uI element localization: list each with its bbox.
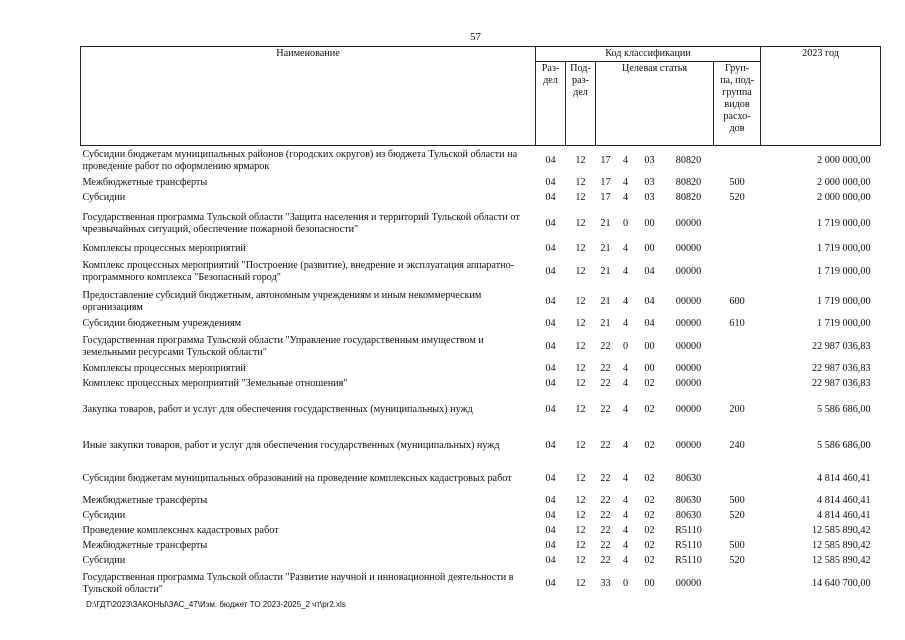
row-amount: 5 586 686,00	[817, 403, 871, 415]
row-target-direction: 80820	[675, 177, 702, 188]
table-body	[81, 146, 881, 599]
row-amount: 2 000 000,00	[761, 146, 881, 176]
row-target-type: 4	[622, 540, 629, 551]
row-target-subprogram: 02	[644, 495, 655, 506]
row-target-subprogram: 02	[644, 525, 655, 536]
row-name: Государственная программа Тульской области "Развитие научной и инновационной деятельности в Тульской области"	[82, 571, 514, 595]
column-header-vr: Груп- па, под- группа видов расхо- дов	[714, 62, 761, 146]
row-name: Комплекс процессных мероприятий "Построение (развитие), внедрение и эксплуатация аппаратно-программного комплекса "Безопасный город"	[82, 259, 515, 283]
row-podrazdel: 12	[575, 295, 586, 307]
row-target-subprogram: 03	[636, 146, 664, 176]
row-target-program: 21	[600, 265, 611, 277]
row-name: Закупка товаров, работ и услуг для обеспечения государственных (муниципальных) нужд	[82, 403, 473, 415]
row-amount: 4 814 460,41	[817, 510, 871, 521]
row-podrazdel: 12	[575, 472, 586, 484]
row-expense-type	[714, 464, 761, 494]
row-target-program: 22	[600, 510, 611, 521]
column-header-podrazdel: Под- раз- дел	[566, 62, 596, 146]
table-row	[81, 377, 881, 392]
row-target-type: 0	[622, 577, 629, 589]
row-target-type: 4	[622, 495, 629, 506]
row-target-type: 4	[622, 192, 629, 203]
row-amount: 12 585 890,42	[811, 555, 871, 566]
row-target-direction: 80630	[675, 495, 702, 506]
row-razdel: 04	[545, 540, 556, 551]
row-name: Комплексы процессных мероприятий	[82, 243, 246, 254]
file-path-footer: D:\ГДТ\2023\ЗАКОНЫ\ЗАС_47\Изм. бюджет ТО 2023-2025_2 чт\pr2.xls	[86, 600, 346, 609]
row-target-program: 21	[600, 217, 611, 229]
row-target-program: 22	[600, 495, 611, 506]
row-amount: 1 719 000,00	[817, 217, 871, 229]
row-expense-type	[714, 569, 761, 599]
row-target-subprogram: 04	[644, 295, 655, 307]
row-razdel: 04	[545, 177, 556, 188]
row-name: Государственная программа Тульской области "Защита населения и территорий Тульской области от чрезвычайных ситуаций, обеспечение пожарной безопасности"	[82, 211, 520, 235]
row-expense-type: 600	[729, 295, 745, 307]
row-target-type: 4	[622, 363, 629, 374]
row-name: Субсидии	[82, 555, 126, 566]
row-target-direction: 00000	[675, 439, 702, 451]
row-amount: 1 719 000,00	[817, 295, 871, 307]
row-name: Комплексы процессных мероприятий	[82, 363, 246, 374]
table-row	[81, 332, 881, 362]
row-target-program: 22	[600, 555, 611, 566]
row-target-program: 21	[600, 243, 611, 254]
row-target-program: 22	[600, 472, 611, 484]
table-row	[81, 191, 881, 206]
row-razdel: 04	[545, 378, 556, 389]
row-target-subprogram: 03	[644, 192, 655, 203]
row-target-direction: 80630	[675, 472, 702, 484]
row-razdel: 04	[545, 265, 556, 277]
row-target-type: 4	[622, 555, 629, 566]
row-podrazdel: 12	[575, 177, 586, 188]
row-podrazdel: 12	[575, 192, 586, 203]
row-expense-type	[714, 377, 761, 392]
table-row	[81, 362, 881, 377]
row-target-program: 22	[600, 363, 611, 374]
column-header-target: Целевая статья	[596, 62, 714, 146]
row-expense-type: 200	[729, 403, 745, 415]
row-expense-type	[714, 206, 761, 242]
row-amount: 2 000 000,00	[817, 192, 871, 203]
row-name: Субсидии бюджетам муниципальных образований на проведение комплексных кадастровых работ	[82, 472, 512, 484]
row-target-direction: 00000	[675, 217, 702, 229]
row-target-program: 33	[600, 577, 611, 589]
row-razdel: 04	[545, 318, 556, 329]
row-target-subprogram: 00	[644, 217, 655, 229]
row-amount: 4 814 460,41	[817, 472, 871, 484]
row-target-subprogram: 02	[644, 540, 655, 551]
row-target-direction: 80820	[664, 146, 714, 176]
row-target-direction: R5110	[675, 555, 702, 566]
row-expense-type	[714, 332, 761, 362]
row-target-type: 4	[622, 472, 629, 484]
row-name: Субсидии	[82, 192, 126, 203]
row-podrazdel: 12	[575, 318, 586, 329]
row-expense-type: 610	[729, 318, 745, 329]
row-target-program: 22	[600, 540, 611, 551]
row-amount: 22 987 036,83	[811, 340, 871, 352]
row-target-subprogram: 02	[644, 472, 655, 484]
row-expense-type	[714, 257, 761, 287]
table-row	[81, 494, 881, 509]
row-razdel: 04	[545, 363, 556, 374]
row-podrazdel: 12	[575, 555, 586, 566]
row-target-direction: R5110	[675, 525, 702, 536]
table-row	[81, 257, 881, 287]
row-expense-type: 520	[729, 192, 745, 203]
table-header	[81, 47, 881, 146]
row-expense-type: 500	[729, 540, 745, 551]
row-target-direction: 00000	[675, 340, 702, 352]
row-target-type: 4	[622, 295, 629, 307]
row-amount: 12 585 890,42	[811, 525, 871, 536]
row-target-subprogram: 02	[644, 378, 655, 389]
row-target-subprogram: 00	[644, 577, 655, 589]
row-amount: 22 987 036,83	[811, 378, 871, 389]
row-amount: 5 586 686,00	[817, 439, 871, 451]
row-target-program: 21	[600, 318, 611, 329]
row-amount: 1 719 000,00	[817, 318, 871, 329]
table-row	[81, 206, 881, 242]
row-target-type: 4	[622, 265, 629, 277]
row-target-type: 4	[622, 318, 629, 329]
row-target-program: 22	[600, 403, 611, 415]
row-name: Субсидии	[82, 510, 126, 521]
table-row	[81, 176, 881, 191]
row-target-direction: 80820	[675, 192, 702, 203]
row-target-type: 4	[622, 403, 629, 415]
row-target-type: 4	[616, 146, 636, 176]
row-amount: 4 814 460,41	[817, 495, 871, 506]
row-target-type: 4	[622, 439, 629, 451]
row-amount: 1 719 000,00	[817, 243, 871, 254]
row-target-direction: R5110	[675, 540, 702, 551]
row-target-subprogram: 02	[644, 403, 655, 415]
row-razdel: 04	[545, 472, 556, 484]
row-target-subprogram: 02	[644, 510, 655, 521]
row-target-type: 4	[622, 510, 629, 521]
table-row	[81, 392, 881, 428]
row-name: Межбюджетные трансферты	[82, 495, 208, 506]
row-name: Государственная программа Тульской области "Управление государственным имуществом и земельными ресурсами Тульской области"	[82, 334, 484, 358]
row-target-type: 0	[622, 217, 629, 229]
row-razdel: 04	[536, 146, 566, 176]
row-name: Субсидии бюджетам муниципальных районов (городских округов) из бюджета Тульской области на проведение работ по оформлению ярмарок	[81, 146, 536, 176]
table-row	[81, 464, 881, 494]
row-podrazdel: 12	[575, 378, 586, 389]
row-podrazdel: 12	[575, 495, 586, 506]
table-row	[81, 524, 881, 539]
row-target-program: 22	[600, 378, 611, 389]
row-razdel: 04	[545, 217, 556, 229]
row-amount: 14 640 700,00	[811, 577, 871, 589]
row-target-direction: 00000	[675, 577, 702, 589]
row-target-type: 4	[622, 525, 629, 536]
table-row	[81, 242, 881, 257]
row-podrazdel: 12	[575, 510, 586, 521]
table-row	[81, 428, 881, 464]
row-target-program: 17	[600, 192, 611, 203]
row-target-direction: 00000	[675, 403, 702, 415]
row-expense-type: 520	[729, 510, 745, 521]
table-row	[81, 146, 881, 176]
row-target-subprogram: 00	[644, 243, 655, 254]
row-amount: 1 719 000,00	[817, 265, 871, 277]
row-razdel: 04	[545, 439, 556, 451]
row-expense-type: 500	[729, 177, 745, 188]
row-amount: 22 987 036,83	[811, 363, 871, 374]
row-expense-type	[714, 242, 761, 257]
column-header-code: Код классификации	[536, 47, 761, 62]
row-podrazdel: 12	[575, 577, 586, 589]
column-header-year: 2023 год	[761, 47, 881, 146]
row-name: Субсидии бюджетным учреждениям	[82, 318, 242, 329]
row-podrazdel: 12	[575, 340, 586, 352]
row-amount: 12 585 890,42	[811, 540, 871, 551]
row-target-direction: 00000	[675, 295, 702, 307]
column-header-name: Наименование	[81, 47, 536, 146]
table-row	[81, 287, 881, 317]
row-amount: 2 000 000,00	[817, 177, 871, 188]
row-target-type: 0	[622, 340, 629, 352]
table-row	[81, 509, 881, 524]
row-target-subprogram: 04	[644, 265, 655, 277]
table-row	[81, 539, 881, 554]
row-razdel: 04	[545, 403, 556, 415]
budget-table	[80, 46, 881, 599]
row-target-subprogram: 02	[644, 439, 655, 451]
row-podrazdel: 12	[575, 265, 586, 277]
row-target-program: 17	[600, 177, 611, 188]
row-razdel: 04	[545, 295, 556, 307]
row-name: Предоставление субсидий бюджетным, автономным учреждениям и иным некоммерческим организациям	[82, 289, 482, 313]
table-row	[81, 569, 881, 599]
row-razdel: 04	[545, 577, 556, 589]
row-target-direction: 00000	[675, 318, 702, 329]
row-razdel: 04	[545, 495, 556, 506]
row-expense-type: 240	[729, 439, 745, 451]
row-expense-type: 500	[729, 495, 745, 506]
row-podrazdel: 12	[575, 363, 586, 374]
row-target-subprogram: 00	[644, 363, 655, 374]
row-target-direction: 00000	[675, 378, 702, 389]
row-expense-type	[714, 524, 761, 539]
row-expense-type	[714, 146, 761, 176]
row-razdel: 04	[545, 510, 556, 521]
row-name: Межбюджетные трансферты	[82, 540, 208, 551]
row-podrazdel: 12	[575, 243, 586, 254]
row-target-subprogram: 04	[644, 318, 655, 329]
row-target-program: 22	[600, 439, 611, 451]
row-target-subprogram: 00	[644, 340, 655, 352]
row-razdel: 04	[545, 192, 556, 203]
row-podrazdel: 12	[575, 525, 586, 536]
row-razdel: 04	[545, 555, 556, 566]
row-podrazdel: 12	[575, 540, 586, 551]
row-name: Иные закупки товаров, работ и услуг для обеспечения государственных (муниципальных) нужд	[82, 439, 500, 451]
row-razdel: 04	[545, 340, 556, 352]
row-target-program: 17	[596, 146, 616, 176]
row-expense-type: 520	[729, 555, 745, 566]
row-razdel: 04	[545, 525, 556, 536]
table-row	[81, 554, 881, 569]
row-target-subprogram: 02	[644, 555, 655, 566]
row-target-program: 22	[600, 525, 611, 536]
row-target-direction: 00000	[675, 243, 702, 254]
row-name: Проведение комплексных кадастровых работ	[82, 525, 279, 536]
page-number: 57	[470, 31, 481, 43]
row-name: Межбюджетные трансферты	[82, 177, 208, 188]
row-podrazdel: 12	[575, 439, 586, 451]
row-expense-type	[714, 362, 761, 377]
row-target-direction: 00000	[675, 363, 702, 374]
row-target-program: 21	[600, 295, 611, 307]
row-target-type: 4	[622, 378, 629, 389]
row-target-type: 4	[622, 243, 629, 254]
row-name: Комплекс процессных мероприятий "Земельные отношения"	[82, 378, 348, 389]
row-podrazdel: 12	[575, 403, 586, 415]
table-row	[81, 317, 881, 332]
row-podrazdel: 12	[575, 217, 586, 229]
row-target-direction: 00000	[675, 265, 702, 277]
row-podrazdel: 12	[566, 146, 596, 176]
row-target-type: 4	[622, 177, 629, 188]
row-target-direction: 80630	[675, 510, 702, 521]
row-target-program: 22	[600, 340, 611, 352]
row-target-subprogram: 03	[644, 177, 655, 188]
column-header-razdel: Раз- дел	[536, 62, 566, 146]
row-razdel: 04	[545, 243, 556, 254]
